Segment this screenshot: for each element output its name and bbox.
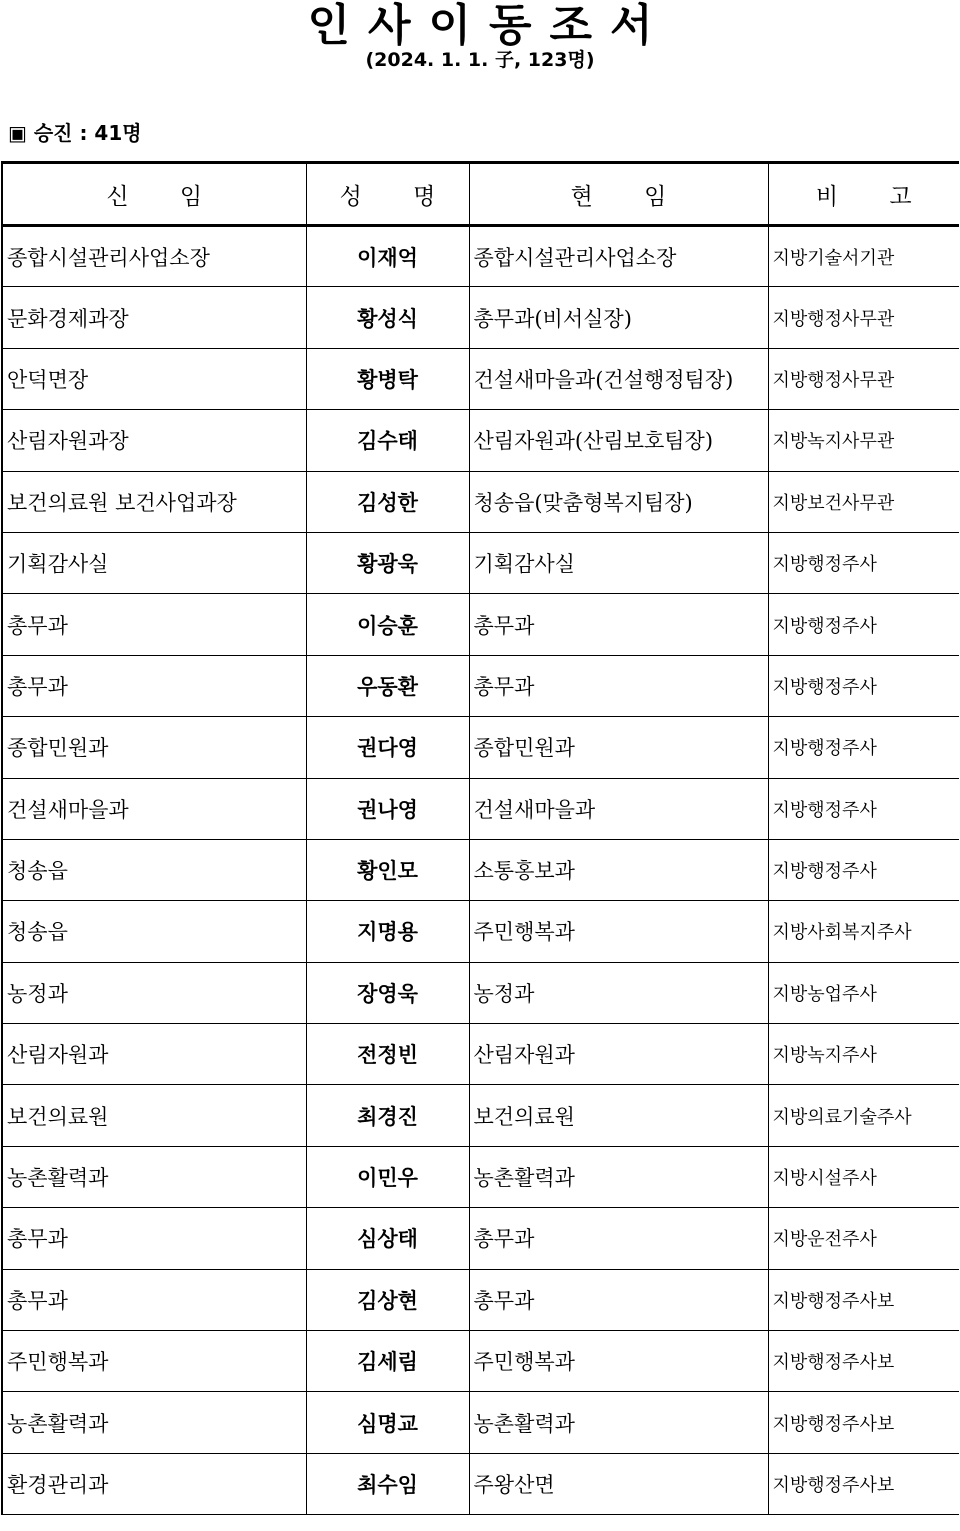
table-row — [2, 410, 959, 471]
cell-note: 지방행정사무관 — [768, 348, 959, 409]
cell-note: 지방행정주사 — [768, 778, 959, 839]
cell-note: 지방녹지사무관 — [768, 410, 959, 471]
header-current-post: 현 임 — [469, 163, 768, 226]
cell-new-post: 농정과 — [2, 962, 306, 1023]
cell-note: 지방보건사무관 — [768, 471, 959, 532]
cell-current-post: 총무과 — [469, 1269, 768, 1330]
personnel-table — [1, 161, 959, 1515]
cell-name: 권다영 — [306, 717, 469, 778]
cell-note: 지방행정주사보 — [768, 1453, 959, 1514]
cell-note: 지방행정주사 — [768, 594, 959, 655]
table-row — [2, 1392, 959, 1453]
cell-note: 지방운전주사 — [768, 1208, 959, 1269]
cell-new-post: 건설새마을과 — [2, 778, 306, 839]
cell-current-post: 산림자원과 — [469, 1024, 768, 1085]
cell-name: 최경진 — [306, 1085, 469, 1146]
table-row — [2, 655, 959, 716]
cell-new-post: 산림자원과 — [2, 1024, 306, 1085]
cell-current-post: 보건의료원 — [469, 1085, 768, 1146]
cell-new-post: 청송읍 — [2, 839, 306, 900]
table-row — [2, 1331, 959, 1392]
cell-new-post: 보건의료원 보건사업과장 — [2, 471, 306, 532]
cell-current-post: 소통홍보과 — [469, 839, 768, 900]
header-note: 비 고 — [768, 163, 959, 226]
table-body — [2, 226, 959, 1515]
table-row — [2, 1453, 959, 1514]
cell-new-post: 문화경제과장 — [2, 287, 306, 348]
cell-current-post: 기획감사실 — [469, 532, 768, 593]
cell-current-post: 총무과 — [469, 1208, 768, 1269]
cell-new-post: 총무과 — [2, 1208, 306, 1269]
cell-name: 이재억 — [306, 226, 469, 287]
cell-note: 지방행정주사 — [768, 655, 959, 716]
cell-name: 김수태 — [306, 410, 469, 471]
cell-name: 지명용 — [306, 901, 469, 962]
cell-new-post: 기획감사실 — [2, 532, 306, 593]
cell-name: 황인모 — [306, 839, 469, 900]
table-row — [2, 471, 959, 532]
table-row — [2, 594, 959, 655]
cell-note: 지방농업주사 — [768, 962, 959, 1023]
cell-name: 이민우 — [306, 1146, 469, 1207]
cell-name: 우동환 — [306, 655, 469, 716]
table-row — [2, 962, 959, 1023]
cell-current-post: 종합시설관리사업소장 — [469, 226, 768, 287]
cell-note: 지방행정주사 — [768, 717, 959, 778]
cell-name: 이승훈 — [306, 594, 469, 655]
header-name: 성 명 — [306, 163, 469, 226]
cell-new-post: 농촌활력과 — [2, 1392, 306, 1453]
cell-note: 지방의료기술주사 — [768, 1085, 959, 1146]
header-new-post: 신 임 — [2, 163, 306, 226]
cell-name: 김성한 — [306, 471, 469, 532]
table-row — [2, 839, 959, 900]
cell-new-post: 산림자원과장 — [2, 410, 306, 471]
cell-name: 장영욱 — [306, 962, 469, 1023]
cell-new-post: 총무과 — [2, 655, 306, 716]
cell-new-post: 총무과 — [2, 1269, 306, 1330]
cell-current-post: 농정과 — [469, 962, 768, 1023]
cell-note: 지방행정주사보 — [768, 1269, 959, 1330]
cell-current-post: 주왕산면 — [469, 1453, 768, 1514]
cell-new-post: 종합시설관리사업소장 — [2, 226, 306, 287]
cell-name: 권나영 — [306, 778, 469, 839]
table-row — [2, 901, 959, 962]
cell-new-post: 청송읍 — [2, 901, 306, 962]
table-row — [2, 778, 959, 839]
table-row — [2, 532, 959, 593]
cell-current-post: 총무과 — [469, 594, 768, 655]
cell-name: 황광욱 — [306, 532, 469, 593]
table-row — [2, 1269, 959, 1330]
cell-new-post: 주민행복과 — [2, 1331, 306, 1392]
cell-new-post: 총무과 — [2, 594, 306, 655]
cell-new-post: 환경관리과 — [2, 1453, 306, 1514]
cell-current-post: 주민행복과 — [469, 1331, 768, 1392]
cell-name: 전정빈 — [306, 1024, 469, 1085]
cell-current-post: 농촌활력과 — [469, 1392, 768, 1453]
cell-name: 심명교 — [306, 1392, 469, 1453]
cell-new-post: 종합민원과 — [2, 717, 306, 778]
table-row — [2, 1208, 959, 1269]
cell-note: 지방행정사무관 — [768, 287, 959, 348]
cell-current-post: 총무과 — [469, 655, 768, 716]
cell-current-post: 농촌활력과 — [469, 1146, 768, 1207]
cell-current-post: 청송읍(맞춤형복지팀장) — [469, 471, 768, 532]
cell-current-post: 건설새마을과 — [469, 778, 768, 839]
cell-note: 지방사회복지주사 — [768, 901, 959, 962]
cell-note: 지방녹지주사 — [768, 1024, 959, 1085]
cell-current-post: 주민행복과 — [469, 901, 768, 962]
section-title-promotion: ▣ 승진 : 41명 — [8, 121, 142, 145]
document-subtitle: (2024. 1. 1. 子, 123명) — [365, 49, 595, 71]
cell-current-post: 건설새마을과(건설행정팀장) — [469, 348, 768, 409]
cell-name: 최수임 — [306, 1453, 469, 1514]
cell-current-post: 종합민원과 — [469, 717, 768, 778]
cell-new-post: 농촌활력과 — [2, 1146, 306, 1207]
table-row — [2, 226, 959, 287]
table-header-row — [2, 163, 959, 226]
table-row — [2, 1146, 959, 1207]
cell-name: 황성식 — [306, 287, 469, 348]
cell-note: 지방기술서기관 — [768, 226, 959, 287]
table-row — [2, 717, 959, 778]
cell-note: 지방행정주사보 — [768, 1331, 959, 1392]
cell-note: 지방시설주사 — [768, 1146, 959, 1207]
cell-name: 심상태 — [306, 1208, 469, 1269]
table-row — [2, 1085, 959, 1146]
cell-name: 김상현 — [306, 1269, 469, 1330]
cell-current-post: 총무과(비서실장) — [469, 287, 768, 348]
document-title: 인사이동조서 — [307, 0, 671, 51]
personnel-table-wrapper — [1, 161, 959, 1531]
cell-current-post: 산림자원과(산림보호팀장) — [469, 410, 768, 471]
table-row — [2, 1024, 959, 1085]
table-row — [2, 287, 959, 348]
cell-name: 김세림 — [306, 1331, 469, 1392]
cell-note: 지방행정주사 — [768, 532, 959, 593]
cell-new-post: 안덕면장 — [2, 348, 306, 409]
cell-new-post: 보건의료원 — [2, 1085, 306, 1146]
cell-note: 지방행정주사 — [768, 839, 959, 900]
table-row — [2, 348, 959, 409]
cell-note: 지방행정주사보 — [768, 1392, 959, 1453]
cell-name: 황병탁 — [306, 348, 469, 409]
